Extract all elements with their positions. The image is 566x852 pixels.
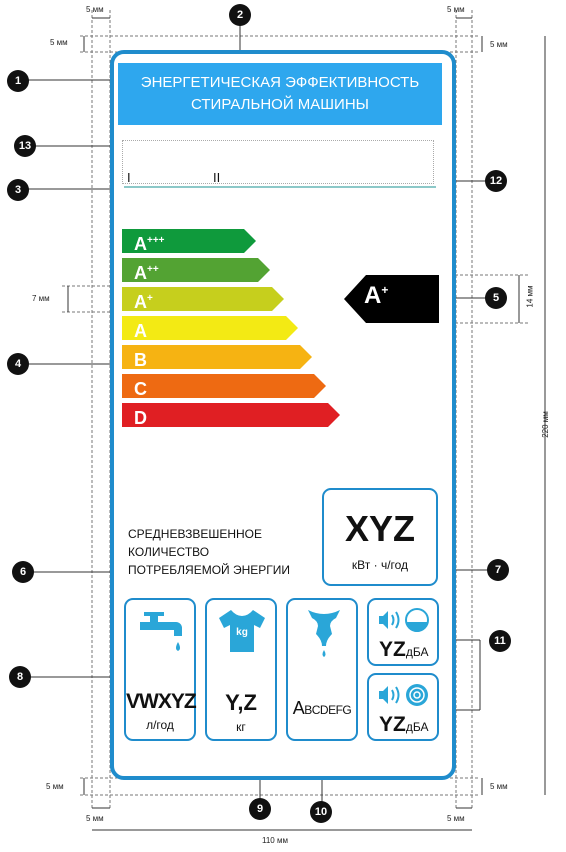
noise-spin-value: YZдБА — [379, 713, 429, 736]
scale-bar-label: B — [134, 350, 147, 370]
spin-value: ABCDEFG — [292, 698, 352, 718]
kg-badge: kg — [236, 627, 248, 638]
noise-wash-box — [367, 598, 439, 666]
callout-5: 5 — [485, 287, 507, 309]
scale-bar — [122, 229, 256, 253]
scale-bar — [122, 403, 340, 427]
water-box — [124, 598, 196, 741]
dim-total-height: 220 мм — [540, 411, 550, 438]
dim-right-bottom: 5 мм — [490, 782, 508, 791]
dim-bottom-right: 5 мм — [447, 814, 465, 823]
header-title — [118, 72, 442, 116]
dim-bar-height: 7 мм — [32, 294, 50, 303]
capacity-box — [205, 598, 277, 741]
scale-bar — [122, 287, 284, 311]
callout-8: 8 — [9, 666, 31, 688]
scale-bar-label: C — [134, 379, 147, 399]
dim-left-top: 5 мм — [50, 38, 68, 47]
scale-bar — [122, 258, 270, 282]
scale-bar-shape — [122, 316, 298, 340]
spin-box — [286, 598, 358, 741]
callout-6: 6 — [12, 561, 34, 583]
callout-12: 12 — [485, 170, 507, 192]
scale-bar-label: A++ — [134, 263, 159, 283]
callout-9: 9 — [249, 798, 271, 820]
callout-7: 7 — [487, 559, 509, 581]
callout-11: 11 — [489, 630, 511, 652]
water-tap-icon — [136, 612, 188, 660]
supplier-mark-i: I — [127, 170, 131, 185]
energy-value: XYZ — [344, 508, 415, 549]
dim-total-width: 110 мм — [262, 836, 288, 845]
dim-arrow-height: 14 мм — [525, 285, 535, 308]
current-class-shape — [344, 275, 439, 323]
header-line-2: СТИРАЛЬНОЙ МАШИНЫ — [191, 96, 369, 113]
consumption-line-3: ПОТРЕБЛЯЕМОЙ ЭНЕРГИИ — [128, 563, 291, 577]
dim-right-top: 5 мм — [490, 40, 508, 49]
energy-unit: кВт · ч/год — [351, 558, 409, 572]
callout-10: 10 — [310, 801, 332, 823]
consumption-line-1: СРЕДНЕВЗВЕШЕННОЕ — [128, 527, 263, 541]
noise-wash-value: YZдБА — [379, 638, 429, 661]
spin-shirt-icon — [302, 608, 346, 660]
scale-bar — [122, 316, 298, 340]
scale-bar-sup: +++ — [147, 235, 165, 246]
separator-line — [124, 186, 436, 188]
energy-box — [322, 488, 438, 586]
callout-3: 3 — [7, 179, 29, 201]
water-unit: л/год — [146, 718, 174, 732]
scale-bar — [122, 374, 326, 398]
water-value: VWXYZ — [126, 690, 196, 713]
scale-bar-label: A+++ — [134, 234, 165, 254]
callout-13: 13 — [14, 135, 36, 157]
scale-bar-label: A — [134, 321, 147, 341]
current-class-label: A+ — [364, 282, 389, 309]
scale-bar-label: D — [134, 408, 147, 428]
scale-bar-shape — [122, 374, 326, 398]
consumption-caption — [128, 525, 290, 579]
dim-top-right: 5 мм — [447, 5, 465, 14]
callout-1: 1 — [7, 70, 29, 92]
noise-spin-icon — [375, 681, 435, 709]
callout-4: 4 — [7, 353, 29, 375]
current-class-arrow — [344, 275, 439, 323]
supplier-mark-ii: II — [213, 170, 221, 185]
scale-bar-shape — [122, 345, 312, 369]
supplier-field — [122, 140, 434, 184]
callout-2: 2 — [229, 4, 251, 26]
header-line-1: ЭНЕРГЕТИЧЕСКАЯ ЭФФЕКТИВНОСТЬ — [140, 74, 420, 91]
noise-wash-icon — [375, 606, 435, 634]
scale-bar-shape — [122, 403, 340, 427]
dim-left-bottom: 5 мм — [46, 782, 64, 791]
scale-bar-sup: + — [147, 293, 153, 304]
scale-bar-sup: ++ — [147, 264, 159, 275]
noise-spin-box — [367, 673, 439, 741]
capacity-unit: кг — [236, 720, 246, 734]
scale-bar-label: A+ — [134, 292, 153, 312]
dim-bottom-left: 5 мм — [86, 814, 104, 823]
consumption-line-2: КОЛИЧЕСТВО — [128, 545, 210, 559]
capacity-value: Y,Z — [225, 690, 257, 715]
scale-bar — [122, 345, 312, 369]
dim-top-left: 5 мм — [86, 5, 104, 14]
